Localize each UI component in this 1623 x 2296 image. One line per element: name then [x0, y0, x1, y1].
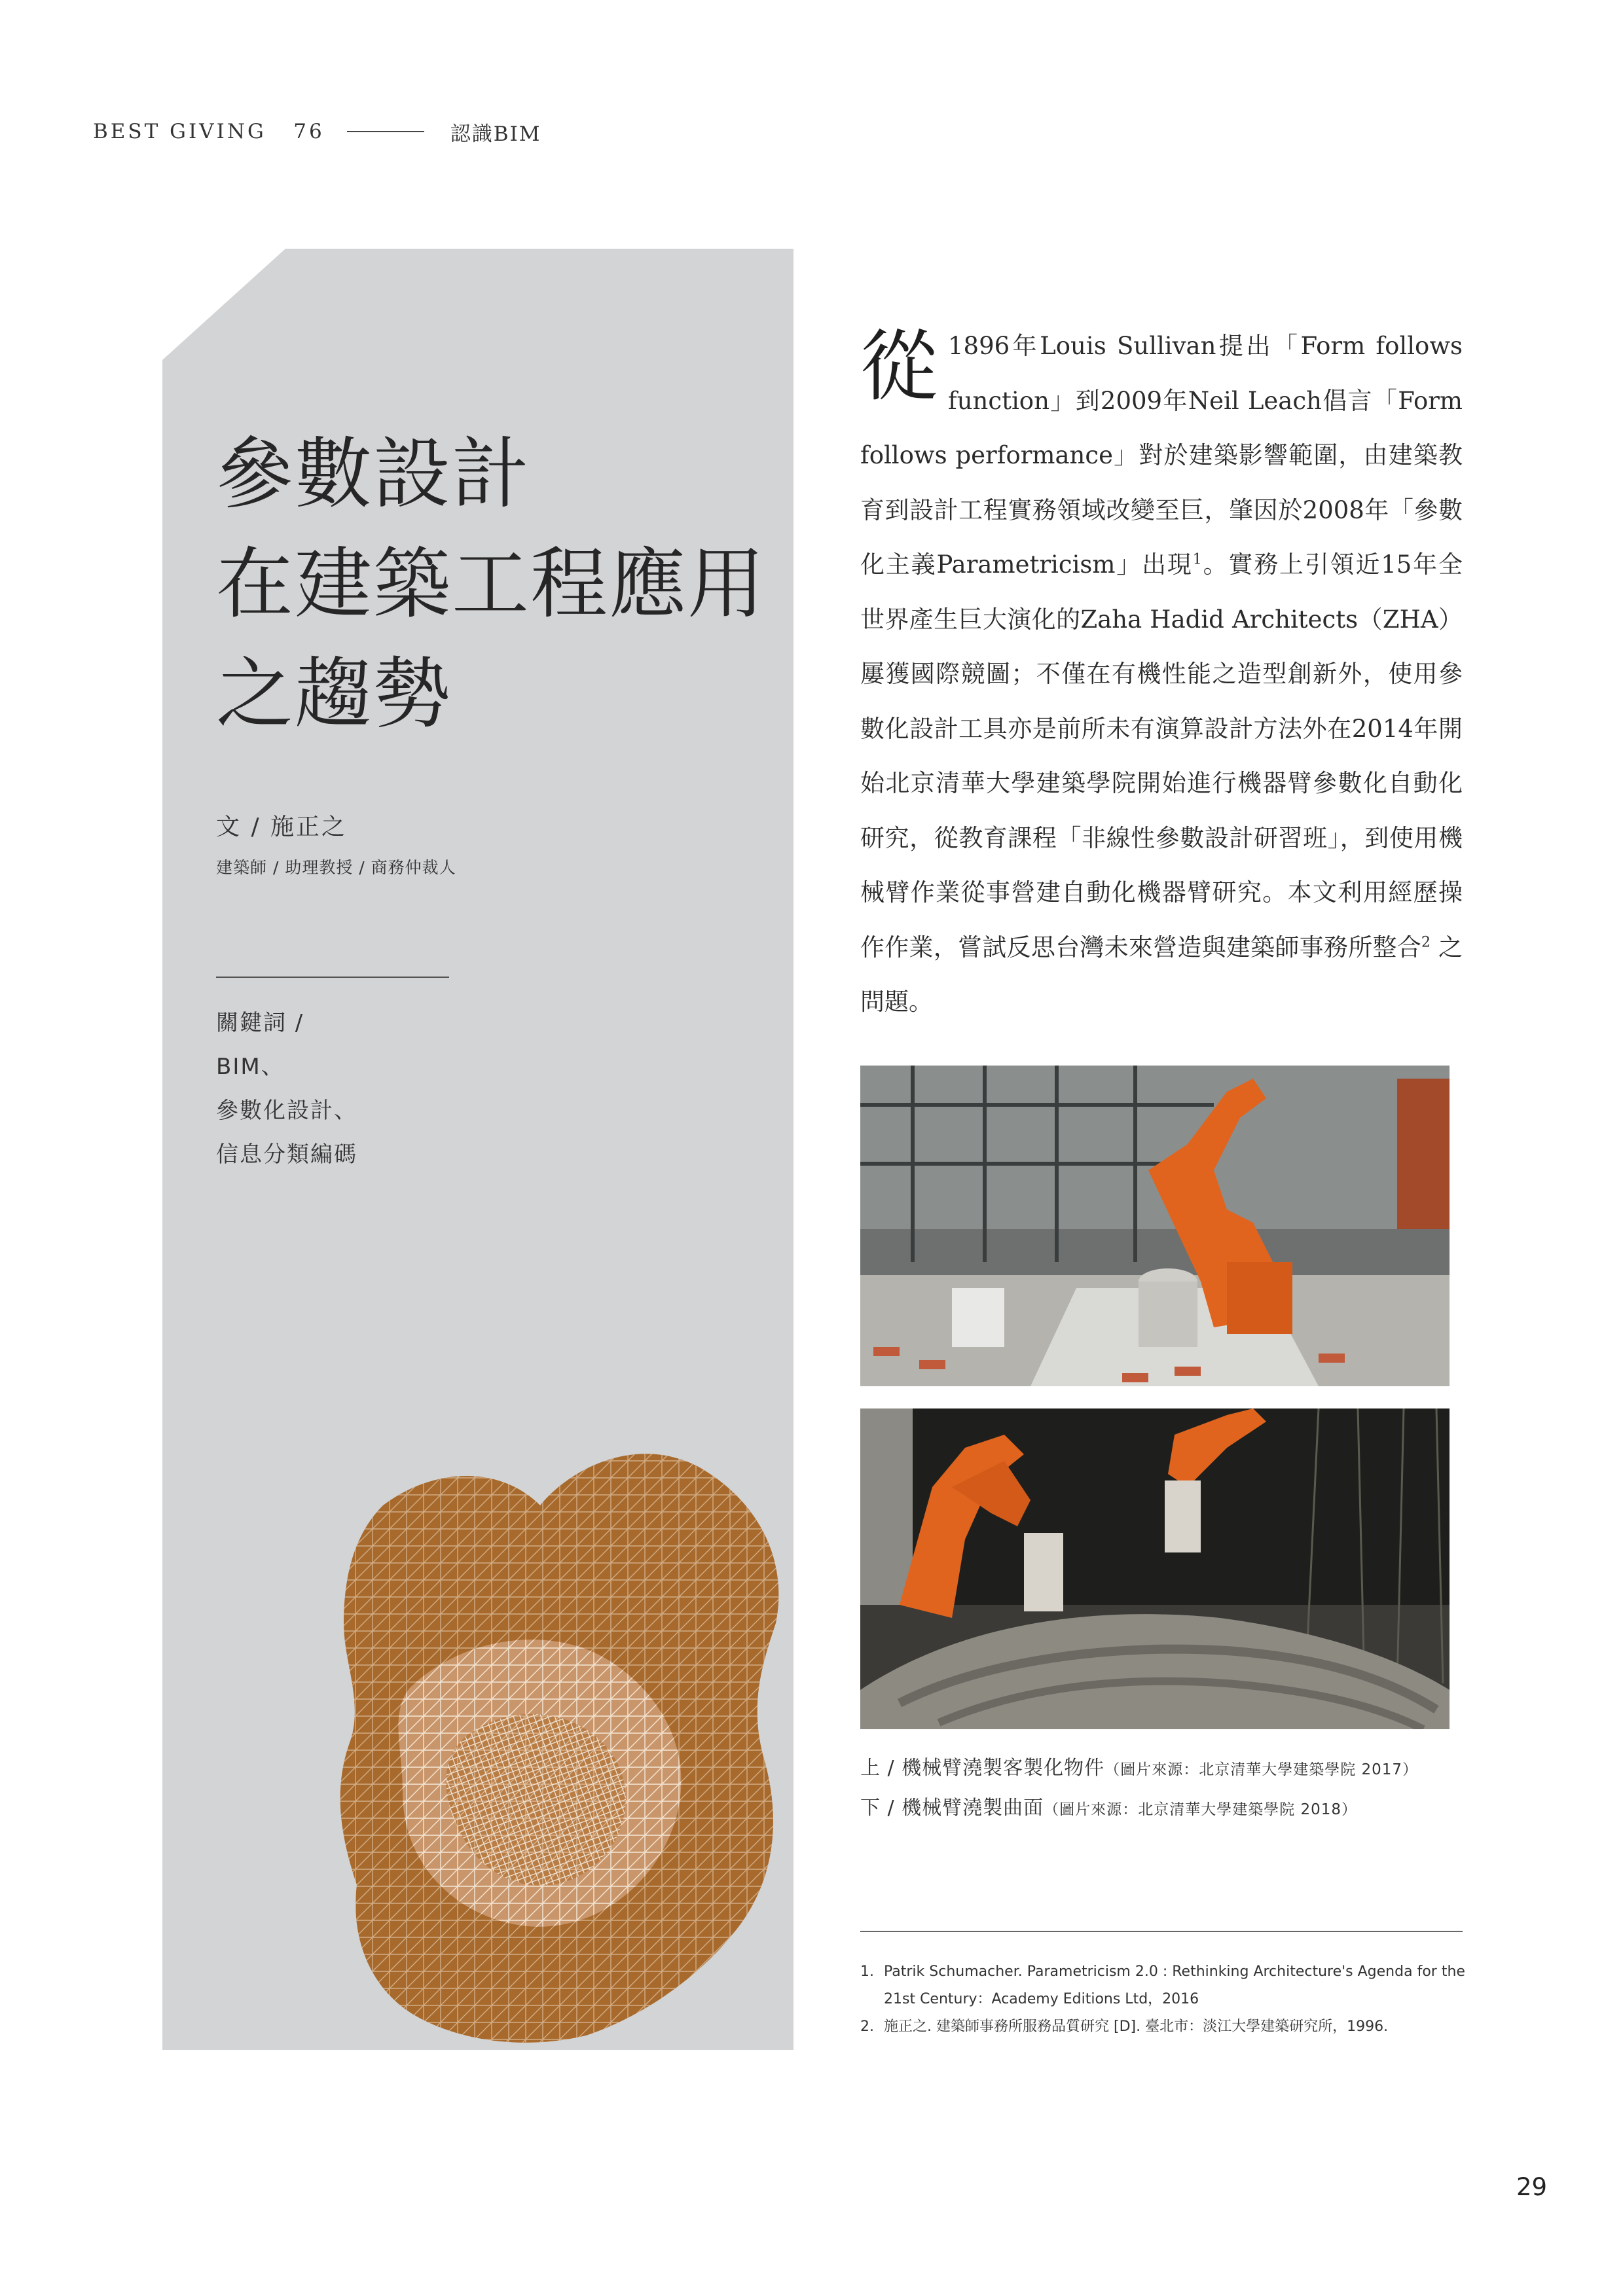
- section-name: 認識BIM: [450, 122, 541, 146]
- robot-arm-workshop-photo: [860, 1066, 1450, 1386]
- article-title: [216, 419, 779, 749]
- footnote-item: [860, 2013, 1469, 2041]
- caption-top-main: 上 / 機械臂澆製客製化物件: [860, 1757, 1105, 1780]
- caption-top-source: （圖片來源：北京清華大學建築學院 2017）: [1104, 1761, 1419, 1778]
- issue-number: 76: [293, 120, 325, 143]
- footnote-item: [860, 1958, 1469, 2013]
- header-rule: [347, 131, 424, 132]
- keyword-divider: [216, 977, 449, 978]
- author-role: 建築師 / 助理教授 / 商務仲裁人: [216, 858, 456, 877]
- keyword-item: 參數化設計、: [216, 1098, 357, 1124]
- article-body: [860, 319, 1463, 1030]
- title-line-3: 之趨勢: [216, 649, 452, 739]
- keyword-item: 信息分類編碼: [216, 1141, 357, 1168]
- page-number: 29: [1516, 2173, 1548, 2201]
- robot-arm-surface-photo: [860, 1408, 1450, 1729]
- caption-bottom: [860, 1791, 1463, 1820]
- footnotes: [860, 1958, 1469, 2041]
- footnote-rule: [860, 1931, 1463, 1932]
- title-line-2: 在建築工程應用: [216, 539, 767, 629]
- drop-cap: 從: [860, 321, 938, 412]
- footnote-ref-2: 2: [1421, 934, 1431, 951]
- running-header: [93, 117, 541, 147]
- caption-bottom-main: 下 / 機械臂澆製曲面: [860, 1797, 1044, 1820]
- body-text-part-2: 。實務上引領近15年全世界產生巨大演化的Zaha Hadid Architects（ZHA）屢獲國際競圖；不僅在有機性能之造型創新外，使用參數化設計工具亦是前所未有演算設計方法外在2014年開始北京清華大學建築學院開始進行機器臂參數化自動化研究，從教育課程「非線性參數設計研習班」，到使用機械臂作業從事營建自動化機器臂研究。本文利用經歷操作作業，嘗試反思台灣未來營造與建築師事務所整合: [860, 550, 1463, 961]
- keywords-label: 關鍵詞 /: [216, 1010, 304, 1036]
- parametric-mesh-illustration: [304, 1427, 793, 2050]
- keywords-block: [216, 1001, 357, 1177]
- footnote-text: 施正之. 建築師事務所服務品質研究 [D]. 臺北市：淡江大學建築研究所，1996.: [884, 2018, 1389, 2035]
- caption-top: [860, 1751, 1463, 1780]
- title-line-1: 參數設計: [216, 429, 531, 519]
- footnote-number: 2.: [860, 2018, 874, 2035]
- footnote-number: 1.: [860, 1964, 874, 1980]
- body-text-part-1: 1896年Louis Sullivan提出「Form follows function」到2009年Neil Leach倡言「Form follows performance」對於建築影響範圍，由建築教育到設計工程實務領域改變至巨，肇因於2008年「參數化主義Parametricism」出現: [860, 332, 1463, 579]
- footnote-text: Patrik Schumacher. Parametricism 2.0 : Rethinking Architecture's Agenda for the 21st Century：Academy Editions Ltd，2016: [884, 1964, 1465, 2007]
- caption-bottom-source: （圖片來源：北京清華大學建築學院 2018）: [1044, 1801, 1358, 1818]
- magazine-name: BEST GIVING: [93, 120, 266, 143]
- footnote-ref-1: 1: [1192, 551, 1202, 568]
- body-text-part-3: 之問題。: [860, 933, 1463, 1016]
- keyword-item: BIM、: [216, 1054, 285, 1080]
- author-byline: 文 / 施正之: [216, 814, 348, 840]
